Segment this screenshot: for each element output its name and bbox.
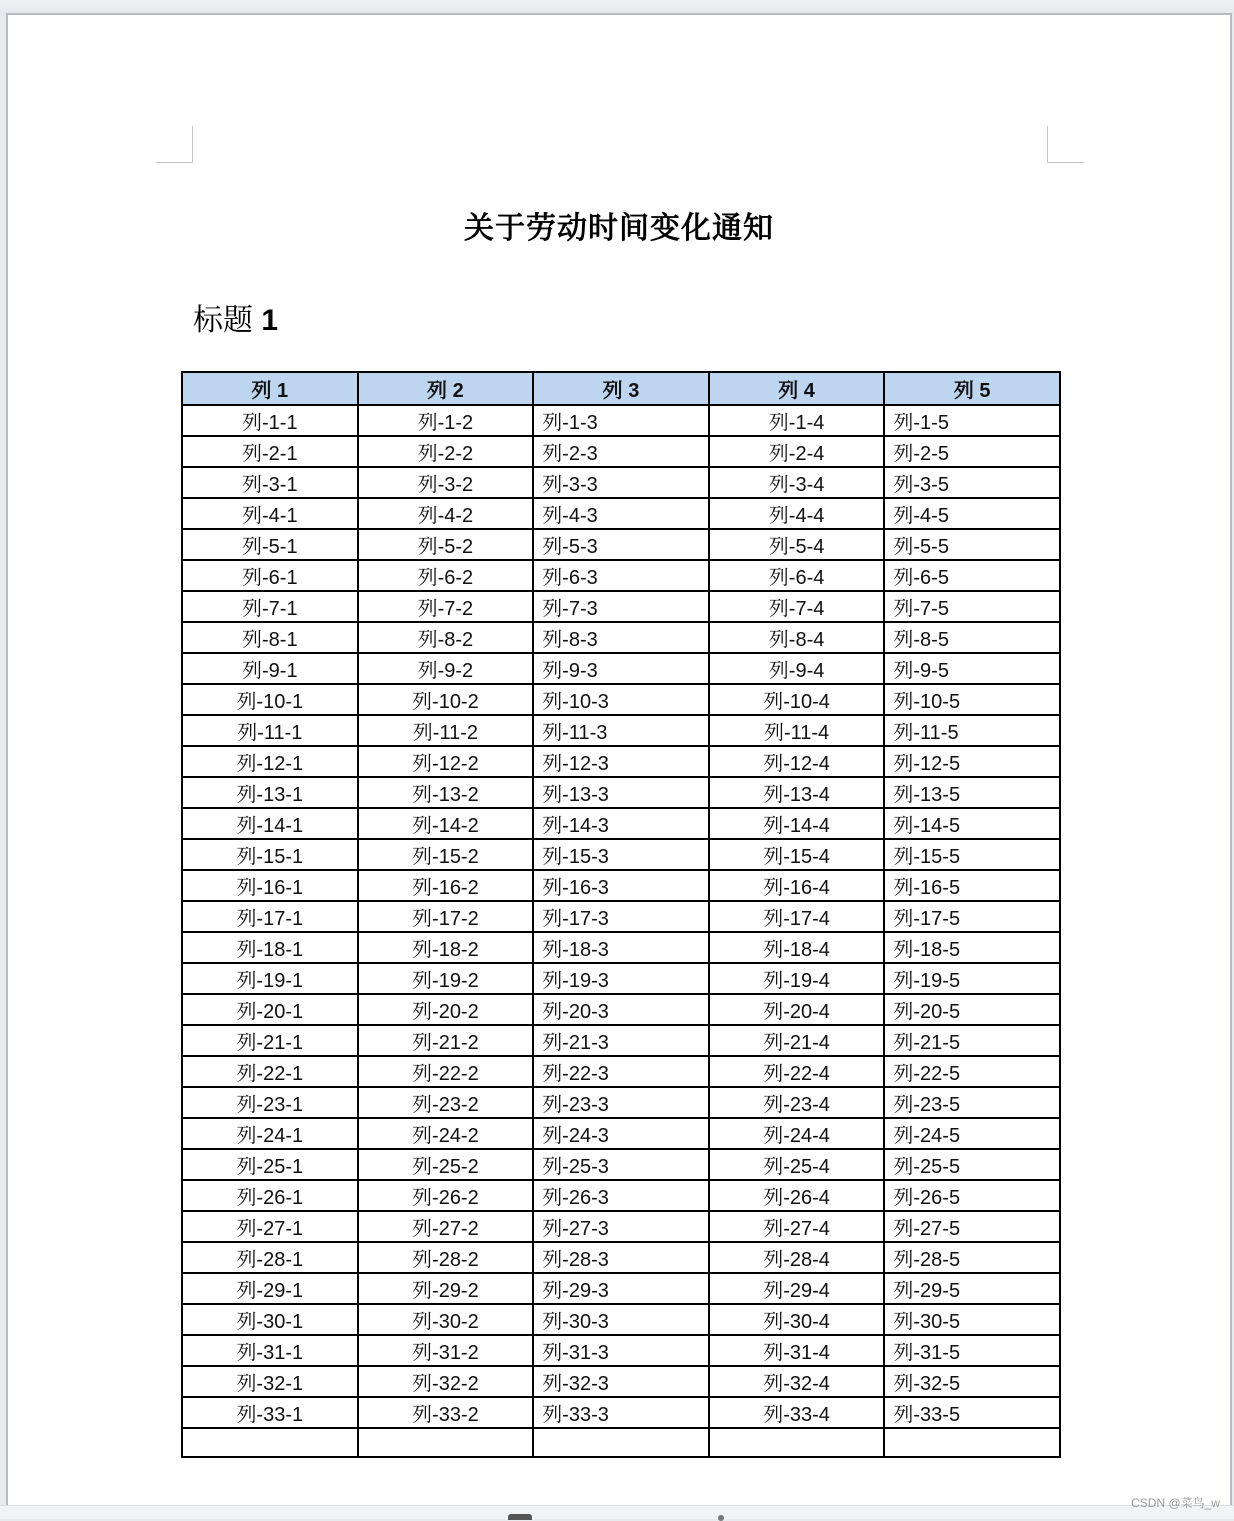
column-header: 列 4: [709, 372, 885, 405]
table-cell[interactable]: 列-31-5: [884, 1335, 1060, 1366]
table-cell[interactable]: 列-8-1: [182, 622, 358, 653]
table-row: [182, 715, 1060, 746]
table-cell[interactable]: 列-4-5: [884, 498, 1060, 529]
table-cell[interactable]: 列-31-4: [709, 1335, 885, 1366]
table-row: [182, 436, 1060, 467]
zoom-icon[interactable]: [718, 1515, 724, 1521]
table-row: [182, 901, 1060, 932]
table-cell[interactable]: 列-11-1: [182, 715, 358, 746]
data-table: [181, 371, 1061, 1458]
table-cell[interactable]: 列-28-4: [709, 1242, 885, 1273]
table-row: [182, 963, 1060, 994]
table-cell[interactable]: 列-10-5: [884, 684, 1060, 715]
table-cell[interactable]: 列-33-2: [358, 1397, 534, 1428]
column-header: 列 1: [182, 372, 358, 405]
table-row: [182, 808, 1060, 839]
table-cell[interactable]: 列-25-3: [533, 1149, 709, 1180]
table-cell[interactable]: 列-30-3: [533, 1304, 709, 1335]
table-cell[interactable]: 列-20-5: [884, 994, 1060, 1025]
table-cell[interactable]: 列-15-3: [533, 839, 709, 870]
table-row: [182, 405, 1060, 436]
table-cell[interactable]: 列-3-1: [182, 467, 358, 498]
table-row: [182, 1397, 1060, 1428]
table-cell[interactable]: 列-22-4: [709, 1056, 885, 1087]
table-cell[interactable]: 列-23-2: [358, 1087, 534, 1118]
table-cell[interactable]: 列-23-5: [884, 1087, 1060, 1118]
document-page: [6, 13, 1232, 1505]
table-cell[interactable]: 列-1-3: [533, 405, 709, 436]
table-cell[interactable]: 列-30-4: [709, 1304, 885, 1335]
table-cell[interactable]: 列-6-1: [182, 560, 358, 591]
table-cell[interactable]: 列-9-3: [533, 653, 709, 684]
table-cell[interactable]: 列-28-1: [182, 1242, 358, 1273]
table-cell[interactable]: 列-23-3: [533, 1087, 709, 1118]
table-cell[interactable]: 列-29-5: [884, 1273, 1060, 1304]
table-cell[interactable]: [884, 1428, 1060, 1457]
table-cell[interactable]: 列-11-5: [884, 715, 1060, 746]
table-cell[interactable]: 列-27-1: [182, 1211, 358, 1242]
column-header: 列 3: [533, 372, 709, 405]
table-cell[interactable]: 列-8-5: [884, 622, 1060, 653]
table-cell[interactable]: 列-24-2: [358, 1118, 534, 1149]
table-cell[interactable]: 列-17-5: [884, 901, 1060, 932]
table-cell[interactable]: 列-25-4: [709, 1149, 885, 1180]
table-cell[interactable]: 列-33-1: [182, 1397, 358, 1428]
table-cell[interactable]: 列-21-3: [533, 1025, 709, 1056]
table-cell[interactable]: 列-18-1: [182, 932, 358, 963]
table-cell[interactable]: [358, 1428, 534, 1457]
table-row: [182, 1087, 1060, 1118]
table-cell[interactable]: 列-16-1: [182, 870, 358, 901]
table-cell[interactable]: 列-14-1: [182, 808, 358, 839]
table-cell[interactable]: 列-16-2: [358, 870, 534, 901]
table-cell[interactable]: 列-13-5: [884, 777, 1060, 808]
table-cell[interactable]: 列-32-4: [709, 1366, 885, 1397]
table-cell[interactable]: 列-12-3: [533, 746, 709, 777]
window-top-bar: [0, 0, 1234, 14]
table-cell[interactable]: 列-2-4: [709, 436, 885, 467]
table-cell[interactable]: 列-14-4: [709, 808, 885, 839]
table-cell[interactable]: [533, 1428, 709, 1457]
table-cell[interactable]: 列-6-4: [709, 560, 885, 591]
column-header: 列 2: [358, 372, 534, 405]
table-row: [182, 1242, 1060, 1273]
table-cell[interactable]: 列-24-5: [884, 1118, 1060, 1149]
table-cell[interactable]: 列-22-1: [182, 1056, 358, 1087]
table-row: [182, 1118, 1060, 1149]
table-cell[interactable]: 列-13-2: [358, 777, 534, 808]
table-cell[interactable]: 列-21-4: [709, 1025, 885, 1056]
document-title: 关于劳动时间变化通知: [464, 212, 774, 245]
table-row: [182, 498, 1060, 529]
table-cell[interactable]: 列-26-5: [884, 1180, 1060, 1211]
table-cell[interactable]: 列-2-2: [358, 436, 534, 467]
table-cell[interactable]: 列-11-4: [709, 715, 885, 746]
table-cell[interactable]: 列-4-3: [533, 498, 709, 529]
table-row: [182, 1366, 1060, 1397]
margin-corner-top-left: [156, 126, 193, 163]
table-cell[interactable]: 列-5-4: [709, 529, 885, 560]
table-cell[interactable]: 列-29-2: [358, 1273, 534, 1304]
table-cell[interactable]: 列-19-2: [358, 963, 534, 994]
table-cell[interactable]: 列-21-2: [358, 1025, 534, 1056]
table-cell[interactable]: 列-25-1: [182, 1149, 358, 1180]
table-row: [182, 994, 1060, 1025]
table-row: [182, 777, 1060, 808]
table-row: [182, 932, 1060, 963]
table-cell[interactable]: 列-29-3: [533, 1273, 709, 1304]
table-header-row: [182, 372, 1060, 405]
table-cell[interactable]: 列-17-1: [182, 901, 358, 932]
table-cell[interactable]: 列-26-4: [709, 1180, 885, 1211]
table-cell[interactable]: 列-28-3: [533, 1242, 709, 1273]
table-cell[interactable]: 列-18-2: [358, 932, 534, 963]
table-cell[interactable]: 列-16-3: [533, 870, 709, 901]
table-cell[interactable]: 列-14-5: [884, 808, 1060, 839]
table-cell[interactable]: 列-8-3: [533, 622, 709, 653]
table-cell[interactable]: 列-20-1: [182, 994, 358, 1025]
table-cell[interactable]: 列-17-3: [533, 901, 709, 932]
table-cell[interactable]: 列-22-2: [358, 1056, 534, 1087]
table-cell[interactable]: 列-23-1: [182, 1087, 358, 1118]
table-row: [182, 746, 1060, 777]
table-cell[interactable]: 列-28-5: [884, 1242, 1060, 1273]
table-cell[interactable]: 列-32-5: [884, 1366, 1060, 1397]
table-cell[interactable]: 列-26-2: [358, 1180, 534, 1211]
watermark: CSDN @菜鸟_w: [1131, 1496, 1220, 1510]
table-cell[interactable]: 列-23-4: [709, 1087, 885, 1118]
table-cell[interactable]: 列-33-5: [884, 1397, 1060, 1428]
table-cell[interactable]: 列-1-2: [358, 405, 534, 436]
heading-text: 标题: [193, 304, 253, 337]
table-row: [182, 653, 1060, 684]
table-row: [182, 1149, 1060, 1180]
table-cell[interactable]: 列-15-2: [358, 839, 534, 870]
table-cell[interactable]: 列-3-4: [709, 467, 885, 498]
table-cell[interactable]: 列-12-1: [182, 746, 358, 777]
table-row: [182, 560, 1060, 591]
table-cell[interactable]: 列-14-2: [358, 808, 534, 839]
table-cell[interactable]: 列-4-2: [358, 498, 534, 529]
table-row: [182, 591, 1060, 622]
page-view-icon[interactable]: [508, 1514, 532, 1520]
table-cell[interactable]: 列-10-4: [709, 684, 885, 715]
table-row: [182, 1273, 1060, 1304]
table-row: [182, 467, 1060, 498]
table-row: [182, 1428, 1060, 1457]
table-cell[interactable]: 列-11-2: [358, 715, 534, 746]
table-cell[interactable]: 列-19-1: [182, 963, 358, 994]
table-cell[interactable]: 列-32-3: [533, 1366, 709, 1397]
table-cell[interactable]: 列-18-5: [884, 932, 1060, 963]
table-row: [182, 1025, 1060, 1056]
table-cell[interactable]: 列-24-3: [533, 1118, 709, 1149]
table-cell[interactable]: 列-3-5: [884, 467, 1060, 498]
table-cell[interactable]: 列-24-1: [182, 1118, 358, 1149]
table-cell[interactable]: 列-10-2: [358, 684, 534, 715]
table-cell[interactable]: 列-8-4: [709, 622, 885, 653]
table-cell[interactable]: 列-1-4: [709, 405, 885, 436]
table-cell[interactable]: 列-9-4: [709, 653, 885, 684]
table-cell[interactable]: 列-29-1: [182, 1273, 358, 1304]
table-cell[interactable]: 列-30-5: [884, 1304, 1060, 1335]
table-cell[interactable]: 列-31-1: [182, 1335, 358, 1366]
table-cell[interactable]: 列-21-1: [182, 1025, 358, 1056]
table-cell[interactable]: 列-14-3: [533, 808, 709, 839]
table-body: [182, 405, 1060, 1457]
table-cell[interactable]: 列-3-3: [533, 467, 709, 498]
table-cell[interactable]: 列-16-4: [709, 870, 885, 901]
table-cell[interactable]: 列-16-5: [884, 870, 1060, 901]
table-cell[interactable]: 列-32-1: [182, 1366, 358, 1397]
table-row: [182, 1304, 1060, 1335]
table-cell[interactable]: 列-32-2: [358, 1366, 534, 1397]
table-cell[interactable]: 列-27-3: [533, 1211, 709, 1242]
table-cell[interactable]: 列-31-3: [533, 1335, 709, 1366]
column-header: 列 5: [884, 372, 1060, 405]
table-cell[interactable]: 列-8-2: [358, 622, 534, 653]
table-cell[interactable]: 列-7-2: [358, 591, 534, 622]
table-cell[interactable]: 列-26-3: [533, 1180, 709, 1211]
table-row: [182, 622, 1060, 653]
table-cell[interactable]: 列-4-1: [182, 498, 358, 529]
table-cell[interactable]: 列-9-5: [884, 653, 1060, 684]
table-cell[interactable]: 列-7-4: [709, 591, 885, 622]
table-cell[interactable]: 列-7-1: [182, 591, 358, 622]
table-cell[interactable]: [182, 1428, 358, 1457]
table-cell[interactable]: 列-27-5: [884, 1211, 1060, 1242]
table-cell[interactable]: 列-15-1: [182, 839, 358, 870]
table-row: [182, 870, 1060, 901]
table-cell[interactable]: 列-13-3: [533, 777, 709, 808]
table-row: [182, 529, 1060, 560]
heading-number: 1: [261, 304, 279, 337]
table-cell[interactable]: 列-6-3: [533, 560, 709, 591]
table-cell[interactable]: 列-19-4: [709, 963, 885, 994]
table-cell[interactable]: 列-27-2: [358, 1211, 534, 1242]
table-cell[interactable]: 列-22-5: [884, 1056, 1060, 1087]
table-cell[interactable]: 列-25-5: [884, 1149, 1060, 1180]
table-cell[interactable]: 列-2-5: [884, 436, 1060, 467]
table-cell[interactable]: 列-2-3: [533, 436, 709, 467]
table-row: [182, 839, 1060, 870]
table-cell[interactable]: 列-5-3: [533, 529, 709, 560]
table-cell[interactable]: 列-13-4: [709, 777, 885, 808]
table-cell[interactable]: 列-3-2: [358, 467, 534, 498]
table-cell[interactable]: 列-29-4: [709, 1273, 885, 1304]
table-cell[interactable]: 列-5-2: [358, 529, 534, 560]
table-cell[interactable]: 列-17-2: [358, 901, 534, 932]
table-cell[interactable]: 列-30-2: [358, 1304, 534, 1335]
table-cell[interactable]: 列-31-2: [358, 1335, 534, 1366]
table-cell[interactable]: 列-7-3: [533, 591, 709, 622]
table-row: [182, 1211, 1060, 1242]
table-cell[interactable]: 列-10-3: [533, 684, 709, 715]
table-row: [182, 684, 1060, 715]
table-cell[interactable]: 列-21-5: [884, 1025, 1060, 1056]
table-cell[interactable]: 列-6-5: [884, 560, 1060, 591]
table-cell[interactable]: 列-7-5: [884, 591, 1060, 622]
table-cell[interactable]: 列-1-1: [182, 405, 358, 436]
table-cell[interactable]: 列-24-4: [709, 1118, 885, 1149]
table-cell[interactable]: 列-12-2: [358, 746, 534, 777]
margin-corner-top-right: [1047, 126, 1084, 163]
table-row: [182, 1180, 1060, 1211]
table-cell[interactable]: 列-15-4: [709, 839, 885, 870]
table-cell[interactable]: 列-1-5: [884, 405, 1060, 436]
table-cell[interactable]: 列-19-5: [884, 963, 1060, 994]
table-cell[interactable]: 列-12-5: [884, 746, 1060, 777]
table-cell[interactable]: 列-4-4: [709, 498, 885, 529]
table-cell[interactable]: 列-30-1: [182, 1304, 358, 1335]
table-cell[interactable]: 列-12-4: [709, 746, 885, 777]
table-cell[interactable]: 列-13-1: [182, 777, 358, 808]
table-cell[interactable]: 列-6-2: [358, 560, 534, 591]
table-cell[interactable]: 列-17-4: [709, 901, 885, 932]
table-cell[interactable]: 列-26-1: [182, 1180, 358, 1211]
table-cell[interactable]: 列-20-3: [533, 994, 709, 1025]
table-cell[interactable]: 列-10-1: [182, 684, 358, 715]
table-cell[interactable]: 列-25-2: [358, 1149, 534, 1180]
table-cell[interactable]: 列-9-2: [358, 653, 534, 684]
table-cell[interactable]: 列-15-5: [884, 839, 1060, 870]
table-cell[interactable]: 列-5-1: [182, 529, 358, 560]
table-cell[interactable]: [709, 1428, 885, 1457]
table-cell[interactable]: 列-5-5: [884, 529, 1060, 560]
table-row: [182, 1056, 1060, 1087]
table-row: [182, 1335, 1060, 1366]
table-cell[interactable]: 列-22-3: [533, 1056, 709, 1087]
table-cell[interactable]: 列-33-3: [533, 1397, 709, 1428]
table-cell[interactable]: 列-27-4: [709, 1211, 885, 1242]
table-cell[interactable]: 列-9-1: [182, 653, 358, 684]
table-cell[interactable]: 列-33-4: [709, 1397, 885, 1428]
heading-1: [193, 295, 278, 339]
table-cell[interactable]: 列-2-1: [182, 436, 358, 467]
table-cell[interactable]: 列-11-3: [533, 715, 709, 746]
table-cell[interactable]: 列-19-3: [533, 963, 709, 994]
table-cell[interactable]: 列-18-4: [709, 932, 885, 963]
bottom-toolbar: [0, 1505, 1234, 1519]
table-cell[interactable]: 列-20-2: [358, 994, 534, 1025]
table-cell[interactable]: 列-28-2: [358, 1242, 534, 1273]
table-cell[interactable]: 列-20-4: [709, 994, 885, 1025]
table-cell[interactable]: 列-18-3: [533, 932, 709, 963]
